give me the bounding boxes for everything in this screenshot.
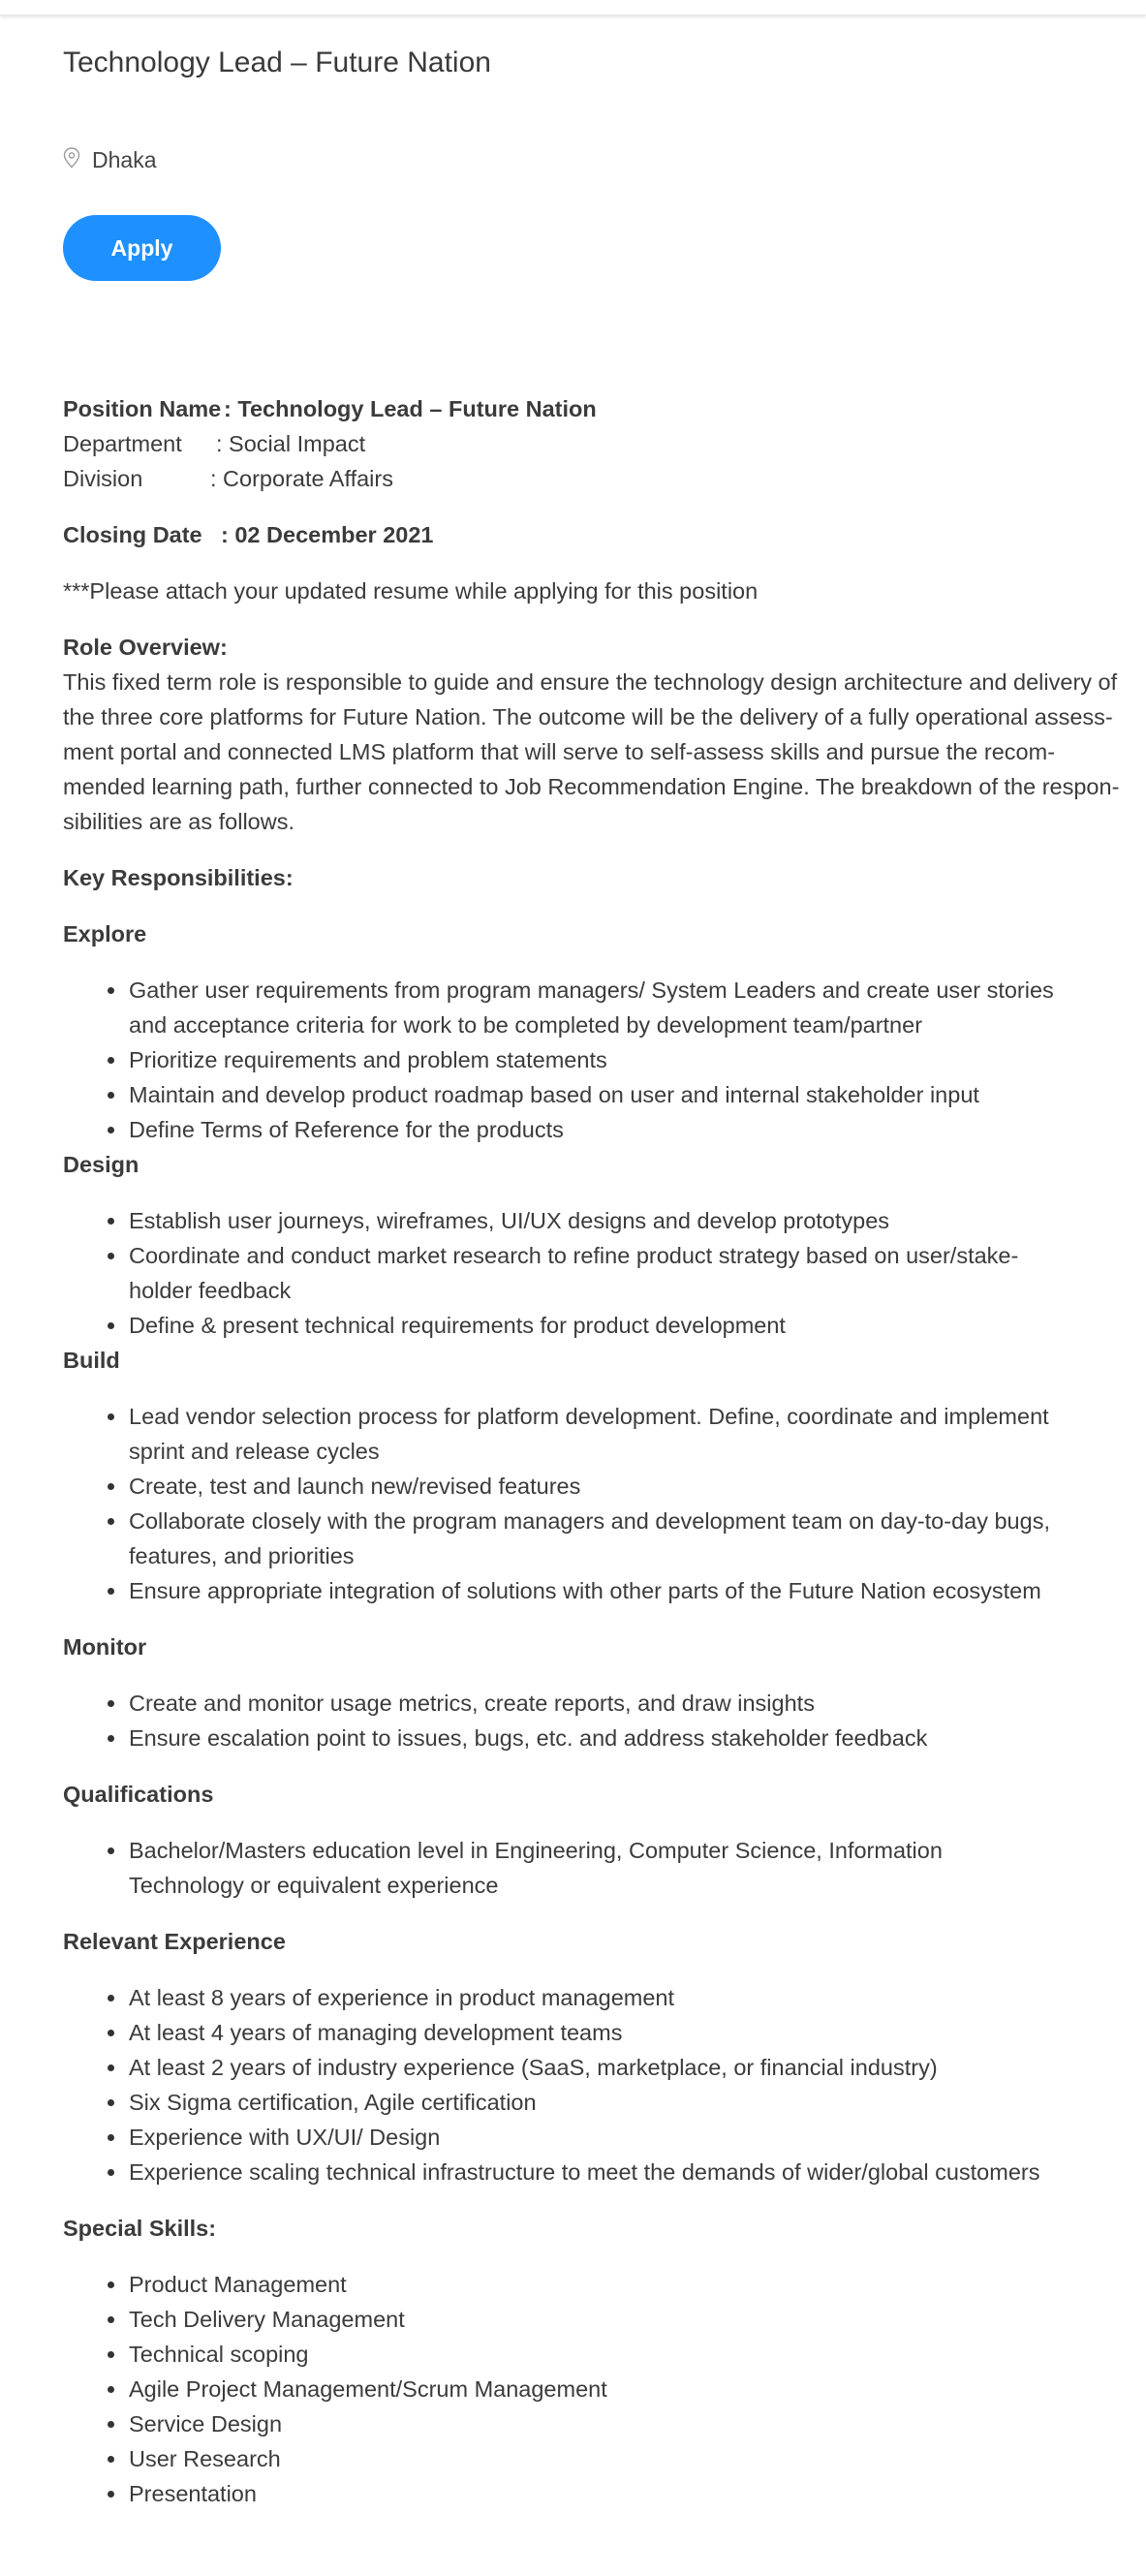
- role-overview-line: This fixed term role is responsible to guide and ensure the technology design architecture and delivery of: [63, 669, 1118, 695]
- bullet-line: At least 8 years of experience in product management: [129, 1985, 675, 2010]
- bullet-line: Tech Delivery Management: [129, 2307, 405, 2332]
- bullet-line: Establish user journeys, wireframes, UI/UX designs and develop prototypes: [129, 1208, 890, 1233]
- apply-button[interactable]: Apply: [63, 215, 221, 281]
- build-heading: Build: [63, 1348, 120, 1373]
- closing-date-value: : 02 December 2021: [221, 522, 434, 547]
- bullet-item: [63, 1112, 1138, 1147]
- division-row: [63, 461, 1138, 496]
- role-overview-line: the three core platforms for Future Nation. The outcome will be the delivery of a fully operational assess-: [63, 704, 1113, 729]
- bullet-line: At least 2 years of industry experience (SaaS, marketplace, or financial industry): [129, 2055, 938, 2080]
- design-list: [63, 1203, 1138, 1343]
- special-skills-list: [63, 2267, 1138, 2511]
- position-name-label: Position Name: [63, 396, 222, 421]
- bullet-item: [63, 2372, 1138, 2406]
- bullet-line: Product Management: [129, 2272, 347, 2297]
- bullet-item: [63, 1573, 1138, 1608]
- monitor-list: [63, 1686, 1138, 1755]
- division-label: Division: [63, 466, 143, 491]
- bullet-line: Technology or equivalent experience: [129, 1873, 499, 1898]
- bullet-line: Maintain and develop product roadmap based on user and internal stakeholder input: [129, 1082, 979, 1107]
- bullet-item: [63, 1980, 1138, 2015]
- bullet-item: [63, 973, 1138, 1042]
- bullet-line: Ensure escalation point to issues, bugs, etc. and address stakeholder feedback: [129, 1725, 928, 1751]
- bullet-item: [63, 1469, 1138, 1504]
- bullet-item: [63, 1308, 1138, 1343]
- design-heading: Design: [63, 1152, 139, 1177]
- department-label: Department: [63, 431, 182, 456]
- special-skills-heading: Special Skills:: [63, 2216, 217, 2241]
- bullet-line: Experience scaling technical infrastructure to meet the demands of wider/global customers: [129, 2159, 1040, 2185]
- role-overview-line: ment portal and connected LMS platform that will serve to self-assess skills and pursue the recom-: [63, 739, 1056, 764]
- bullet-line: and acceptance criteria for work to be completed by development team/partner: [129, 1012, 923, 1038]
- bullet-line: features, and priorities: [129, 1543, 355, 1568]
- qualifications-heading: Qualifications: [63, 1782, 214, 1807]
- bullet-item: [63, 2302, 1138, 2337]
- bullet-item: [63, 1399, 1138, 1469]
- position-name-value: : Technology Lead – Future Nation: [224, 396, 597, 421]
- bullet-line: Lead vendor selection process for platform development. Define, coordinate and implement: [129, 1404, 1049, 1429]
- monitor-heading: Monitor: [63, 1634, 147, 1660]
- bullet-line: Coordinate and conduct market research to refine product strategy based on user/stake-: [129, 1243, 1019, 1268]
- bullet-item: [63, 2406, 1138, 2441]
- bullet-line: Create and monitor usage metrics, create reports, and draw insights: [129, 1691, 815, 1716]
- bullet-line: Service Design: [129, 2411, 283, 2436]
- key-responsibilities-heading: Key Responsibilities:: [63, 865, 294, 890]
- bullet-line: holder feedback: [129, 1278, 292, 1303]
- job-title: Technology Lead – Future Nation: [63, 47, 491, 78]
- bullet-item: [63, 1238, 1138, 1308]
- build-list: [63, 1399, 1138, 1608]
- bullet-line: sprint and release cycles: [129, 1439, 380, 1464]
- bullet-line: Define Terms of Reference for the products: [129, 1117, 564, 1142]
- bullet-item: [63, 1203, 1138, 1238]
- role-overview-line: sibilities are as follows.: [63, 809, 295, 834]
- bullet-item: [63, 2267, 1138, 2302]
- bullet-line: User Research: [129, 2446, 281, 2471]
- job-location: [63, 143, 156, 176]
- bullet-line: Ensure appropriate integration of solutions with other parts of the Future Nation ecosystem: [129, 1578, 1041, 1603]
- bullet-item: [63, 2337, 1138, 2372]
- location-text: Dhaka: [92, 146, 157, 172]
- bullet-item: [63, 1504, 1138, 1573]
- relevant-experience-heading: Relevant Experience: [63, 1929, 286, 1954]
- closing-date-label: Closing Date: [63, 522, 202, 547]
- bullet-line: Presentation: [129, 2481, 257, 2506]
- bullet-line: At least 4 years of managing development teams: [129, 2020, 623, 2045]
- bullet-item: [63, 2155, 1138, 2189]
- bullet-item: [63, 2015, 1138, 2050]
- bullet-line: Technical scoping: [129, 2342, 309, 2367]
- bullet-item: [63, 1686, 1138, 1721]
- division-value: : Corporate Affairs: [210, 466, 393, 491]
- relevant-experience-list: [63, 1980, 1138, 2189]
- bullet-line: Gather user requirements from program managers/ System Leaders and create user stories: [129, 978, 1054, 1003]
- bullet-item: [63, 2050, 1138, 2085]
- qualifications-list: [63, 1833, 1138, 1903]
- bullet-item: [63, 2120, 1138, 2155]
- explore-heading: Explore: [63, 921, 147, 947]
- bullet-line: Define & present technical requirements for product development: [129, 1313, 786, 1338]
- bullet-line: Bachelor/Masters education level in Engineering, Computer Science, Information: [129, 1838, 943, 1863]
- location-pin-icon: [63, 147, 80, 169]
- closing-date-row: [63, 517, 1138, 552]
- bullet-item: [63, 1042, 1138, 1077]
- bullet-line: Agile Project Management/Scrum Management: [129, 2376, 607, 2402]
- bullet-line: Experience with UX/UI/ Design: [129, 2125, 441, 2150]
- department-value: : Social Impact: [216, 431, 366, 456]
- bullet-item: [63, 2085, 1138, 2120]
- bullet-item: [63, 2441, 1138, 2476]
- explore-list: [63, 973, 1138, 1147]
- resume-note: ***Please attach your updated resume while applying for this position: [63, 578, 759, 604]
- bullet-line: Create, test and launch new/revised features: [129, 1474, 581, 1499]
- role-overview-text: [63, 665, 1138, 839]
- bullet-item: [63, 1077, 1138, 1112]
- bullet-item: [63, 1833, 1138, 1903]
- department-row: [63, 426, 1138, 461]
- bullet-line: Six Sigma certification, Agile certification: [129, 2090, 537, 2115]
- job-description: [63, 391, 1138, 2511]
- role-overview-heading: Role Overview:: [63, 635, 228, 660]
- position-name-row: [63, 391, 1138, 426]
- role-overview-line: mended learning path, further connected to Job Recommendation Engine. The breakdown of the respon-: [63, 774, 1120, 799]
- bullet-item: [63, 2476, 1138, 2511]
- top-header-bar: [0, 0, 1146, 16]
- bullet-item: [63, 1721, 1138, 1755]
- bullet-line: Collaborate closely with the program managers and development team on day-to-day bugs,: [129, 1508, 1050, 1534]
- bullet-line: Prioritize requirements and problem statements: [129, 1047, 607, 1072]
